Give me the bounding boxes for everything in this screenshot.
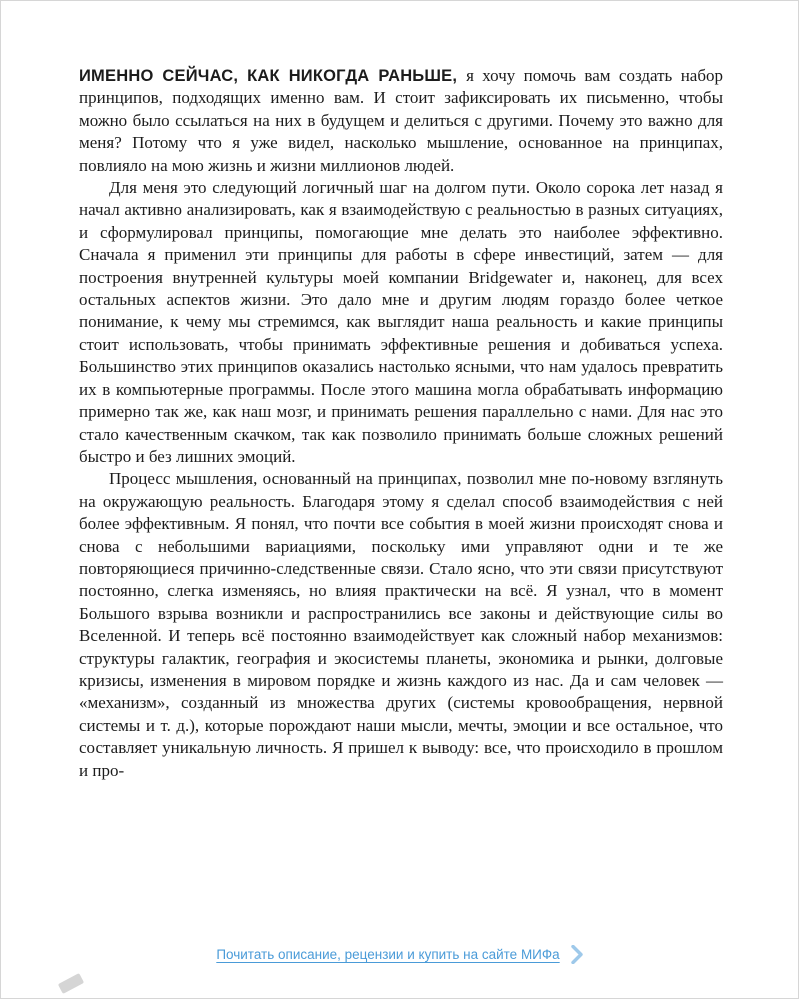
lead-in-text: ИМЕННО СЕЙЧАС, КАК НИКОГДА РАНЬШЕ, <box>79 67 467 85</box>
footer <box>1 945 798 964</box>
chevron-right-icon[interactable] <box>571 945 583 964</box>
paragraph-text: Для меня это следующий логичный шаг на долгом пути. Около сорока лет назад я начал активно анализировать, как я взаимодействую с реальностью в разных ситуациях, и сформулировал принципы, помогающие мне делать это наиболее эффективно. Сначала я применил эти принципы для работы в сфере инвестиций, затем — для построения внутренней культуры моей компании Bridgewater и, наконец, для всех остальных аспектов жизни. Это дало мне и другим людям гораздо более четкое понимание, к чему мы стремимся, как выглядит наша реальность и какие принципы стоит использовать, чтобы принимать эффективные решения и добиваться успеха. Большинство этих принципов оказались настолько ясными, что нам удалось превратить их в компьютерные программы. После этого машина могла обрабатывать информацию примерно так же, как наш мозг, и принимать решения параллельно с нами. Для нас это стало качественным скачком, так как позволило принимать больше сложных решений быстро и без лишних эмоций. <box>79 178 723 466</box>
buy-on-mif-site-link[interactable]: Почитать описание, рецензии и купить на сайте МИФа <box>216 947 560 962</box>
paragraph-text: я хочу помочь вам создать набор принципов, подходящих именно вам. И стоит зафиксировать их письменно, чтобы можно было ссылаться на них в будущем и делиться с другими. Почему это важно для меня? Потому что я уже видел, насколько мышление, основанное на принципах, повлияло на мою жизнь и жизни миллионов людей. <box>79 66 723 175</box>
paragraph <box>79 177 723 468</box>
paragraph <box>79 65 723 177</box>
paragraph-text: Процесс мышления, основанный на принципах, позволил мне по-новому взглянуть на окружающую реальность. Благодаря этому я сделал способ взаимодействия с ней более эффективным. Я понял, что почти все события в моей жизни происходят снова и снова с небольшими вариациями, поскольку ими управляют одни и те же повторяющиеся причинно-следственные связи. Стало ясно, что эти связи присутствуют постоянно, слегка изменяясь, но влияя практически на всё. Я узнал, что в момент Большого взрыва возникли и распространились все законы и действующие силы во Вселенной. И теперь всё постоянно взаимодействует как сложный набор механизмов: структуры галактик, география и экосистемы планеты, экономика и рынки, долговые кризисы, изменения в мировом порядке и жизнь каждого из нас. Да и сам человек — «механизм», созданный из множества других (системы кровообращения, нервной системы и т. д.), которые порождают наши мысли, мечты, эмоции и все остальное, что составляет уникальную личность. Я пришел к выводу: все, что происходило в прошлом и про- <box>79 469 723 780</box>
scan-artifact <box>58 973 84 994</box>
paragraph <box>79 468 723 782</box>
page-content <box>79 65 723 782</box>
